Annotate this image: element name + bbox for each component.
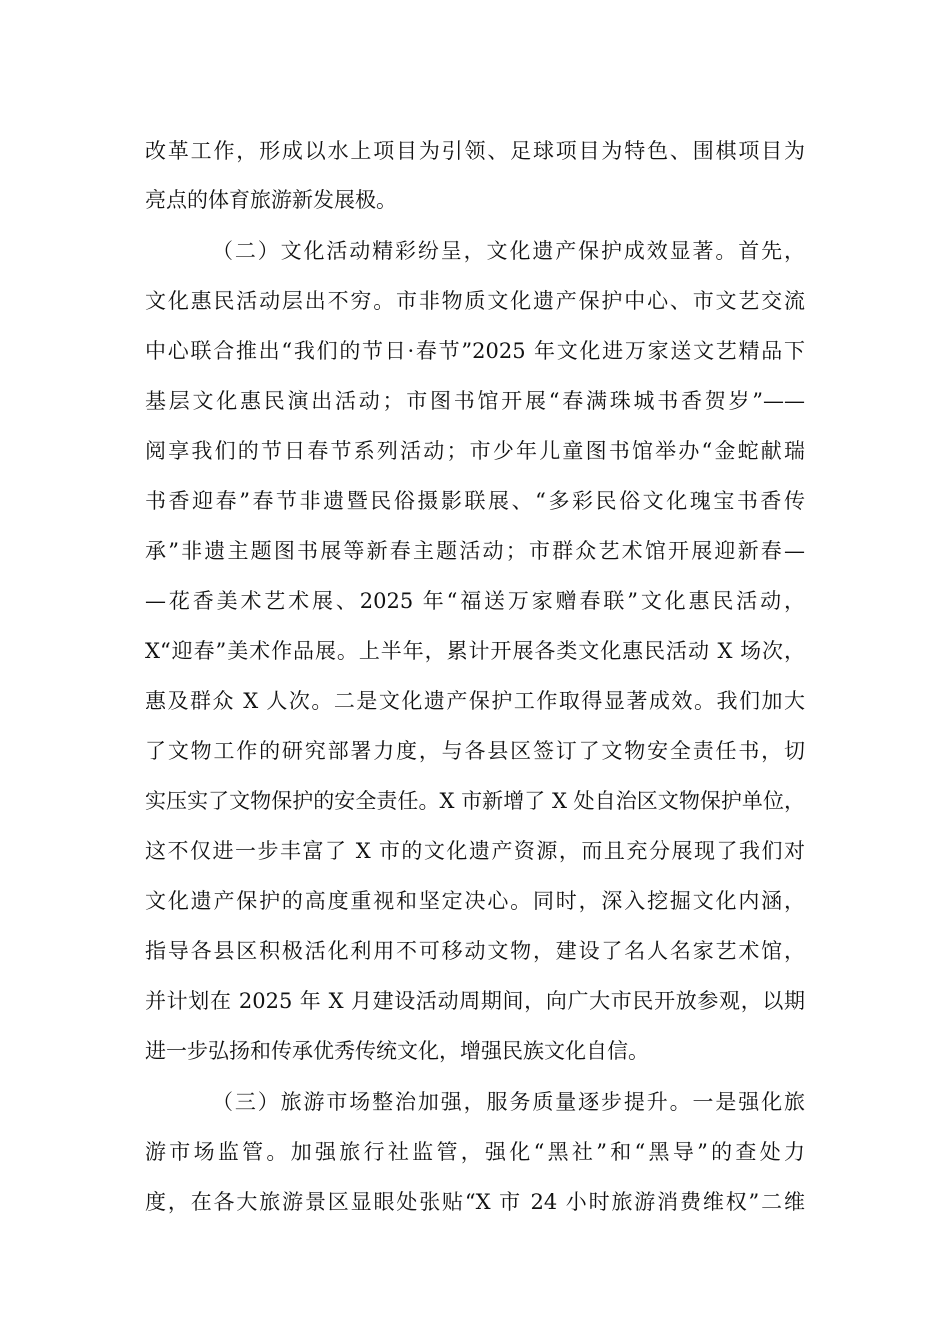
body-line-7: 阅享我们的节日春节系列活动；市少年儿童图书馆举办“金蛇献瑞 (145, 439, 805, 463)
section-heading-3: （三）旅游市场整治加强，服务质量逐步提升。一是强化旅 (212, 1090, 805, 1114)
body-line-17: 指导各县区积极活化利用不可移动文物，建设了名人名家艺术馆， (145, 939, 805, 963)
body-line-13: 了文物工作的研究部署力度，与各县区签订了文物安全责任书，切 (145, 739, 805, 763)
body-line-21: 游市场监管。加强旅行社监管，强化“黑社”和“黑导”的查处力 (145, 1140, 805, 1164)
body-line-9: 承”非遗主题图书展等新春主题活动；市群众艺术馆开展迎新春— (145, 539, 805, 563)
body-line-15: 这不仅进一步丰富了 X 市的文化遗产资源，而且充分展现了我们对 (145, 839, 805, 863)
body-line-19: 进一步弘扬和传承优秀传统文化，增强民族文化自信。 (145, 1039, 649, 1063)
body-line-10: —花香美术艺术展、2025 年“福送万家赠春联”文化惠民活动， (145, 589, 805, 613)
body-line-2: 亮点的体育旅游新发展极。 (145, 188, 397, 212)
section-heading-2: （二）文化活动精彩纷呈，文化遗产保护成效显著。首先， (212, 239, 805, 263)
body-line-18: 并计划在 2025 年 X 月建设活动周期间，向广大市民开放参观，以期 (145, 989, 805, 1013)
body-line-14: 实压实了文物保护的安全责任。X 市新增了 X 处自治区文物保护单位， (145, 789, 805, 813)
body-line-6: 基层文化惠民演出活动；市图书馆开展“春满珠城书香贺岁”—— (145, 389, 805, 413)
body-line-4: 文化惠民活动层出不穷。市非物质文化遗产保护中心、市文艺交流 (145, 289, 805, 313)
body-line-12: 惠及群众 X 人次。二是文化遗产保护工作取得显著成效。我们加大 (145, 689, 805, 713)
body-line-5: 中心联合推出“我们的节日·春节”2025 年文化进万家送文艺精品下 (145, 339, 805, 363)
body-line-22: 度，在各大旅游景区显眼处张贴“X 市 24 小时旅游消费维权”二维 (145, 1190, 805, 1214)
body-line-8: 书香迎春”春节非遗暨民俗摄影联展、“多彩民俗文化瑰宝书香传 (145, 489, 805, 513)
body-line-11: X“迎春”美术作品展。上半年，累计开展各类文化惠民活动 X 场次， (145, 639, 805, 663)
body-line-16: 文化遗产保护的高度重视和坚定决心。同时，深入挖掘文化内涵， (145, 889, 805, 913)
body-line-1: 改革工作，形成以水上项目为引领、足球项目为特色、围棋项目为 (145, 139, 805, 163)
